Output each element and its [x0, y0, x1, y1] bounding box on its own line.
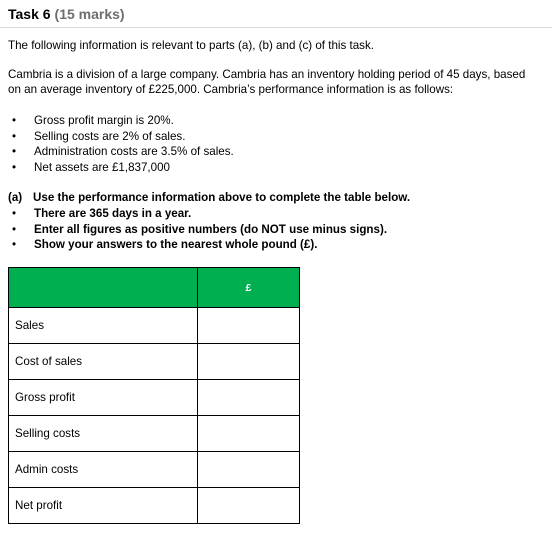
list-item-text: Enter all figures as positive numbers (do NOT use minus signs).	[34, 222, 388, 236]
instructions-list	[8, 206, 387, 253]
gross-profit-input[interactable]	[198, 391, 299, 404]
list-item-text: Show your answers to the nearest whole pound (£).	[34, 238, 318, 251]
row-label-gross-profit: Gross profit	[9, 380, 198, 416]
bullet-icon: •	[12, 160, 17, 174]
table-row	[9, 308, 300, 344]
list-item	[8, 129, 234, 145]
table-row	[9, 488, 300, 524]
list-item-text: Gross profit margin is 20%.	[34, 114, 174, 127]
table-row	[9, 380, 300, 416]
list-item	[8, 113, 234, 129]
admin-costs-input[interactable]	[198, 463, 299, 476]
scenario-line: Cambria is a division of a large company. Cambria has an inventory holding period of 45 days, based	[8, 68, 526, 81]
row-label-net-profit: Net profit	[9, 488, 198, 524]
net-profit-input[interactable]	[198, 499, 299, 512]
performance-info-list	[8, 113, 234, 175]
bullet-icon: •	[12, 114, 17, 127]
sales-input[interactable]	[198, 319, 299, 332]
list-item-text: Selling costs are 2% of sales.	[34, 129, 186, 143]
list-item	[8, 237, 387, 253]
part-a-text: Use the performance information above to complete the table below.	[33, 191, 411, 204]
table-header-row	[9, 268, 300, 308]
table-header-currency: £	[198, 268, 300, 308]
net-profit-input-cell	[198, 488, 300, 524]
table-row	[9, 416, 300, 452]
list-item	[8, 144, 234, 160]
bullet-icon: •	[12, 145, 17, 158]
selling-costs-input-cell	[198, 416, 300, 452]
list-item-text: Net assets are £1,837,000	[34, 160, 170, 174]
table-row	[9, 452, 300, 488]
scenario-line: on an average inventory of £225,000. Cambria’s performance information is as follows:	[8, 83, 454, 96]
gross-profit-input-cell	[198, 380, 300, 416]
bullet-icon: •	[12, 129, 17, 143]
bullet-icon: •	[12, 238, 17, 251]
selling-costs-input[interactable]	[198, 427, 299, 440]
row-label-selling-costs: Selling costs	[9, 416, 198, 452]
list-item	[8, 206, 387, 222]
admin-costs-input-cell	[198, 452, 300, 488]
answer-table	[8, 267, 300, 524]
task-title: Task 6	[8, 6, 51, 22]
task-heading	[8, 5, 125, 23]
row-label-admin-costs: Admin costs	[9, 452, 198, 488]
list-item-text: There are 365 days in a year.	[34, 207, 192, 220]
list-item	[8, 160, 234, 176]
cost-of-sales-input[interactable]	[198, 355, 299, 368]
row-label-cost-of-sales: Cost of sales	[9, 344, 198, 380]
bullet-icon: •	[12, 222, 17, 236]
list-item-text: Administration costs are 3.5% of sales.	[34, 145, 234, 158]
task-marks: (15 marks)	[54, 6, 125, 22]
intro-text: The following information is relevant to parts (a), (b) and (c) of this task.	[8, 39, 374, 52]
part-a-question	[8, 190, 410, 206]
heading-divider	[0, 27, 552, 28]
row-label-sales: Sales	[9, 308, 198, 344]
table-header-label	[9, 268, 198, 308]
list-item	[8, 222, 387, 238]
scenario-text	[8, 67, 525, 97]
part-a-label: (a)	[8, 191, 23, 204]
sales-input-cell	[198, 308, 300, 344]
cost-of-sales-input-cell	[198, 344, 300, 380]
bullet-icon: •	[12, 207, 17, 220]
table-row	[9, 344, 300, 380]
